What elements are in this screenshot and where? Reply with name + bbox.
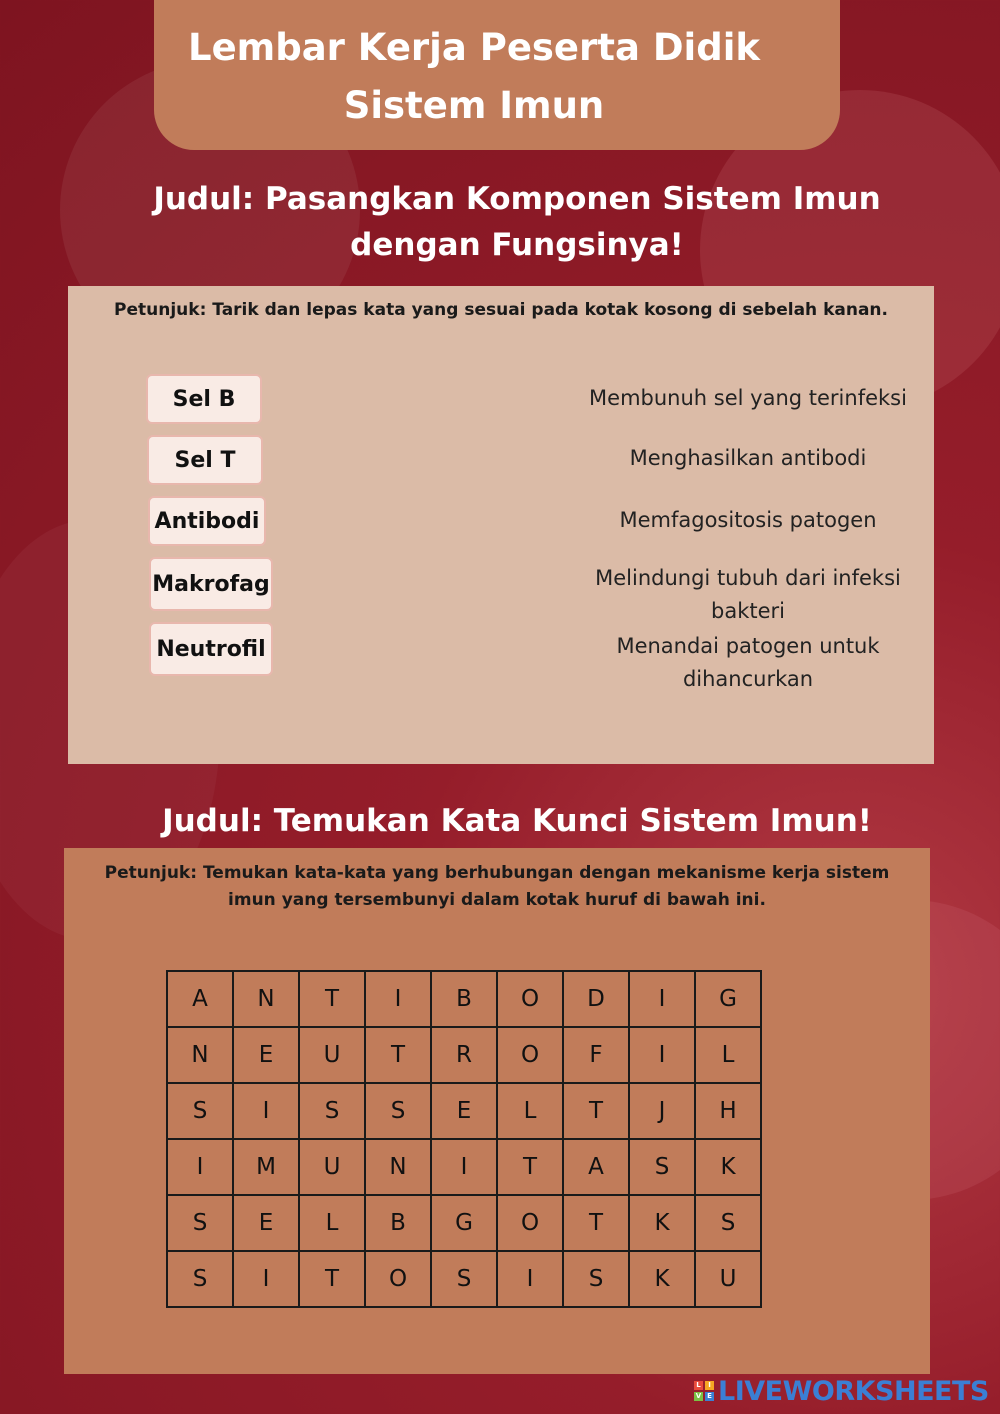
grid-row [167, 1251, 761, 1307]
grid-cell[interactable]: U [695, 1251, 761, 1307]
grid-cell[interactable]: I [365, 971, 431, 1027]
grid-cell[interactable]: L [497, 1083, 563, 1139]
grid-row [167, 1195, 761, 1251]
grid-cell[interactable]: F [563, 1027, 629, 1083]
grid-cell[interactable]: K [629, 1195, 695, 1251]
grid-row [167, 1027, 761, 1083]
grid-cell[interactable]: S [365, 1083, 431, 1139]
grid-cell[interactable]: S [695, 1195, 761, 1251]
grid-cell[interactable]: G [431, 1195, 497, 1251]
drag-chip-antibodi[interactable]: Antibodi [148, 496, 266, 546]
drag-chip-sel-t[interactable]: Sel T [147, 435, 263, 485]
grid-cell[interactable]: E [233, 1027, 299, 1083]
description-2: Menghasilkan antibodi [629, 446, 867, 470]
grid-cell[interactable]: T [299, 1251, 365, 1307]
grid-cell[interactable]: L [299, 1195, 365, 1251]
grid-cell[interactable]: I [629, 971, 695, 1027]
page-title-line-2: Sistem Imun [343, 84, 605, 127]
grid-row [167, 971, 761, 1027]
drag-chip-sel-b[interactable]: Sel B [146, 374, 262, 424]
grid-row [167, 1083, 761, 1139]
grid-cell[interactable]: E [431, 1083, 497, 1139]
logo-letter-v: V [695, 1392, 702, 1400]
grid-cell[interactable]: B [365, 1195, 431, 1251]
grid-cell[interactable]: A [563, 1139, 629, 1195]
grid-cell[interactable]: N [233, 971, 299, 1027]
grid-cell[interactable]: S [299, 1083, 365, 1139]
grid-cell[interactable]: O [497, 971, 563, 1027]
grid-cell[interactable]: S [167, 1251, 233, 1307]
grid-cell[interactable]: L [695, 1027, 761, 1083]
liveworksheets-icon [694, 1381, 714, 1401]
grid-cell[interactable]: I [431, 1139, 497, 1195]
grid-cell[interactable]: T [563, 1195, 629, 1251]
grid-cell[interactable]: B [431, 971, 497, 1027]
grid-cell[interactable]: T [365, 1027, 431, 1083]
logo-letter-e: E [705, 1392, 714, 1401]
grid-cell[interactable]: I [233, 1251, 299, 1307]
grid-cell[interactable]: T [299, 971, 365, 1027]
grid-cell[interactable]: N [365, 1139, 431, 1195]
grid-cell[interactable]: U [299, 1027, 365, 1083]
grid-cell[interactable]: E [233, 1195, 299, 1251]
grid-cell[interactable]: R [431, 1027, 497, 1083]
grid-cell[interactable]: A [167, 971, 233, 1027]
grid-cell[interactable]: O [497, 1027, 563, 1083]
grid-cell[interactable]: D [563, 971, 629, 1027]
grid-cell[interactable]: I [233, 1083, 299, 1139]
logo-letter-i: I [705, 1381, 714, 1390]
description-5: Menandai patogen untuk dihancurkan [616, 634, 880, 691]
description-3: Memfagositosis patogen [619, 508, 877, 532]
liveworksheets-logo [694, 1376, 989, 1406]
grid-cell[interactable]: U [299, 1139, 365, 1195]
grid-row [167, 1139, 761, 1195]
grid-cell[interactable]: S [563, 1251, 629, 1307]
grid-cell[interactable]: S [431, 1251, 497, 1307]
grid-cell[interactable]: N [167, 1027, 233, 1083]
grid-cell[interactable]: K [695, 1139, 761, 1195]
logo-letter-l: L [694, 1381, 703, 1390]
grid-cell[interactable]: S [629, 1139, 695, 1195]
liveworksheets-text: LIVEWORKSHEETS [718, 1375, 989, 1407]
matching-panel [68, 286, 934, 764]
section2-heading: Judul: Temukan Kata Kunci Sistem Imun! [162, 803, 872, 839]
word-search-instruction-line-2: imun yang tersembunyi dalam kotak huruf di bawah ini. [228, 890, 766, 910]
section1-heading-line-1: Judul: Pasangkan Komponen Sistem Imun [153, 181, 881, 217]
grid-cell[interactable]: H [695, 1083, 761, 1139]
section1-heading-line-2: dengan Fungsinya! [350, 227, 684, 263]
grid-cell[interactable]: K [629, 1251, 695, 1307]
grid-cell[interactable]: O [497, 1195, 563, 1251]
word-search-instruction-line-1: Petunjuk: Temukan kata-kata yang berhubungan dengan mekanisme kerja sistem [104, 863, 890, 883]
grid-cell[interactable]: O [365, 1251, 431, 1307]
grid-cell[interactable]: M [233, 1139, 299, 1195]
grid-cell[interactable]: I [167, 1139, 233, 1195]
grid-cell[interactable]: T [563, 1083, 629, 1139]
description-1: Membunuh sel yang terinfeksi [589, 386, 907, 410]
grid-cell[interactable]: G [695, 971, 761, 1027]
title-banner [154, 0, 840, 150]
letter-grid [166, 970, 762, 1308]
word-search-instruction [64, 860, 930, 914]
grid-cell[interactable]: I [497, 1251, 563, 1307]
grid-cell[interactable]: S [167, 1083, 233, 1139]
grid-cell[interactable]: T [497, 1139, 563, 1195]
grid-cell[interactable]: S [167, 1195, 233, 1251]
page-title-line-1: Lembar Kerja Peserta Didik [188, 26, 760, 69]
drag-chip-makrofag[interactable]: Makrofag [149, 557, 273, 611]
matching-instruction: Petunjuk: Tarik dan lepas kata yang sesuai pada kotak kosong di sebelah kanan. [114, 300, 888, 320]
grid-cell[interactable]: I [629, 1027, 695, 1083]
word-search-panel [64, 848, 930, 1374]
description-4: Melindungi tubuh dari infeksi bakteri [595, 566, 901, 623]
grid-cell[interactable]: J [629, 1083, 695, 1139]
drag-chip-neutrofil[interactable]: Neutrofil [149, 622, 273, 676]
